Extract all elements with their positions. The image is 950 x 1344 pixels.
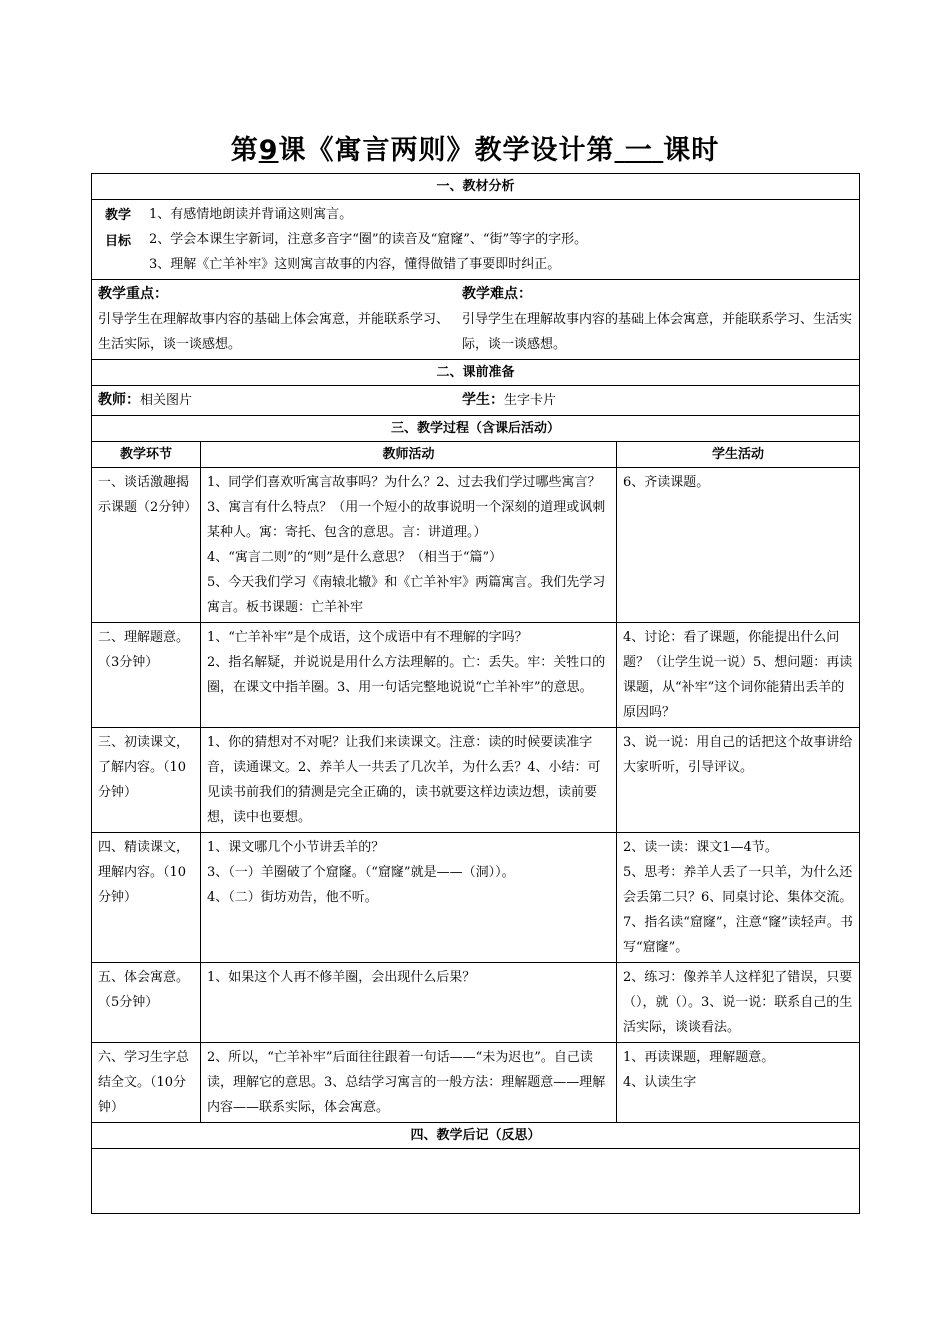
table-row [92,833,860,963]
goals-label: 教学 目标 [104,208,131,249]
section-title-analysis: 一、教材分析 [92,174,860,200]
student-prep-label: 学生： [462,392,504,408]
table-row [92,728,860,833]
difficult-point-label: 教学难点： [462,286,532,302]
lesson-number: 9 [258,135,279,166]
table-row [92,1043,860,1123]
student-activity-cell: 6、齐读课题。 [617,468,860,623]
prep-block [92,386,859,415]
section-title-reflection: 四、教学后记（反思） [92,1123,860,1149]
student-prep-text: 生字卡片 [504,393,557,408]
stage-cell: 一、谈话激趣揭示课题（2分钟） [92,468,201,623]
key-point-label: 教学重点： [98,286,168,302]
teacher-activity-cell: 2、所以，“亡羊补牢”后面往往跟着一句话——“未为迟也”。自己读读，理解它的意思。3、总结学习寓言的一般方法：理解题意——理解内容——联系实际，体会寓意。 [201,1043,617,1123]
stage-cell: 二、理解题意。（3分钟） [92,623,201,728]
col-header-student: 学生活动 [617,442,860,468]
teacher-activity-cell: 1、如果这个人再不修羊圈，会出现什么后果？ [201,963,617,1043]
teacher-prep-label: 教师： [98,392,140,408]
title-suffix: 课时 [663,135,720,166]
teacher-prep-text: 相关图片 [140,393,193,408]
period-blank: 一 [624,135,653,166]
teacher-activity-cell: 1、同学们喜欢听寓言故事吗？为什么？2、过去我们学过哪些寓言？3、寓言有什么特点？（用一个短小的故事说明一个深刻的道理或讽刺某种人。寓：寄托、包含的意思。言：讲道理。） 4、“寓言二则”的“则”是什么意思？（相当于“篇”） 5、今天我们学习《南辕北辙》和《亡羊补牢》两篇寓言。我们先学习寓言。板书课题：亡羊补牢 [201,468,617,623]
table-row [92,623,860,728]
student-activity-cell: 2、练习：像养羊人这样犯了错误，只要（），就（）。3、说一说：联系自己的生活实际，谈谈看法。 [617,963,860,1043]
goal-item: 3、理解《亡羊补牢》这则寓言故事的内容，懂得做错了事要即时纠正。 [149,257,561,272]
lesson-plan-table [91,173,860,1214]
reflection-area[interactable] [92,1149,860,1214]
student-activity-cell: 1、再读课题，理解题意。 4、认读生字 [617,1043,860,1123]
goal-item: 2、学会本课生字新词，注意多音字“圈”的读音及“窟窿”、“街”等字的字形。 [149,232,588,247]
goals-list [144,200,859,279]
student-prep [456,386,859,415]
goals-block [92,200,859,279]
difficult-point-text: 引导学生在理解故事内容的基础上体会寓意，并能联系学习、生活实际，谈一谈感想。 [462,312,853,352]
goal-item: 1、有感情地朗读并背诵这则寓言。 [149,207,353,222]
stage-cell: 四、精读课文，理解内容。（10分钟） [92,833,201,963]
teacher-activity-cell: 1、课文哪几个小节讲丢羊的？ 3、（一）羊圈破了个窟窿。（“窟窿”就是——（洞））。 4、（二）街坊劝告，他不听。 [201,833,617,963]
title-main: 课《寓言两则》教学设计第 [278,135,615,166]
teacher-prep [92,386,456,415]
page-title [0,128,950,167]
difficult-point [456,280,859,359]
table-row [92,963,860,1043]
title-prefix: 第 [230,135,259,166]
stage-cell: 五、体会寓意。（5分钟） [92,963,201,1043]
teacher-activity-cell: 1、“亡羊补牢”是个成语，这个成语中有不理解的字吗？ 2、指名解疑，并说说是用什么方法理解的。亡：丢失。牢：关牲口的圈，在课文中指羊圈。3、用一句话完整地说说“亡羊补牢”的意思。 [201,623,617,728]
teacher-activity-cell: 1、你的猜想对不对呢？让我们来读课文。注意：读的时候要读准字音，读通课文。2、养羊人一共丢了几次羊，为什么丢？4、小结：可见读书前我们的猜测是完全正确的，读书就要这样边读边想，读前要想，读中也要想。 [201,728,617,833]
stage-cell: 六、学习生字总结全文。（10分钟） [92,1043,201,1123]
stage-cell: 三、初读课文，了解内容。（10分钟） [92,728,201,833]
key-point-text: 引导学生在理解故事内容的基础上体会寓意，并能联系学习、生活实际，谈一谈感想。 [98,312,450,352]
student-activity-cell: 3、说一说：用自己的话把这个故事讲给大家听听，引导评议。 [617,728,860,833]
student-activity-cell: 4、讨论：看了课题，你能提出什么问题？（让学生说一说）5、想问题：再读课题，从“补牢”这个词你能猜出丢羊的原因吗？ [617,623,860,728]
col-header-teacher: 教师活动 [201,442,617,468]
student-activity-cell: 2、读一读：课文1—4节。 5、思考：养羊人丢了一只羊，为什么还会丢第二只？6、同桌讨论、集体交流。7、指名读“窟窿”，注意“窿”读轻声。书写“窟窿”。 [617,833,860,963]
table-row [92,468,860,623]
col-header-stage: 教学环节 [92,442,201,468]
key-point [92,280,456,359]
focus-block [92,280,859,359]
section-title-process: 三、教学过程（含课后活动） [92,416,860,442]
section-title-preparation: 二、课前准备 [92,360,860,386]
